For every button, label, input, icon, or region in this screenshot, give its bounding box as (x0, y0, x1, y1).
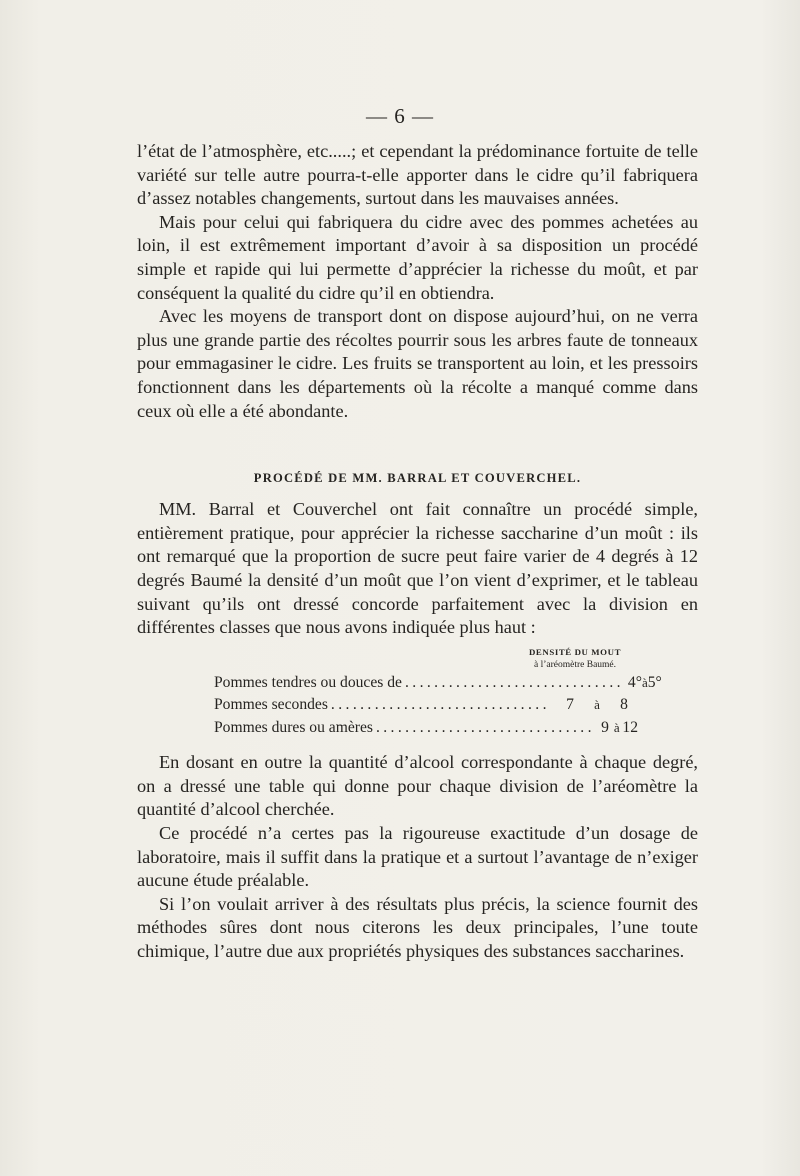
density-to: 12 (622, 718, 638, 736)
density-to: 8 (620, 696, 628, 714)
column-header-line-1: DENSITÉ DU MOUT (528, 646, 622, 657)
dot-leader: .............................. (375, 718, 595, 736)
density-from: 9 (601, 718, 609, 736)
paragraph-2: Mais pour celui qui fabriquera du cidre avec des pommes achetées au loin, il est extrêmement important d’avoir à sa disposition un procédé simple et rapide qui lui permette d’apprécier la richesse du moût, et par conséquent la qualité du cidre qu’il en obtiendra. (137, 211, 698, 303)
paragraph-7: Si l’on voulait arriver à des résultats plus précis, la science fournit des méthodes sûres dont nous citerons les deux principales, l’une toute chimique, l’autre due aux propriétés physiques des substances saccharines. (137, 893, 698, 961)
paragraph-1: l’état de l’atmosphère, etc.....; et cependant la prédominance fortuite de telle variété sur telle autre pourra-t-elle apporter dans le cidre qu’il fabriquera d’assez notables changements, surtout dans les mauvaises années. (137, 141, 698, 209)
column-header-line-2: à l’aréomètre Baumé. (533, 659, 617, 670)
table-row (214, 694, 638, 717)
paragraph-3: Avec les moyens de transport dont on dispose aujourd’hui, on ne verra plus une grande partie des récoltes pourrir sous les arbres faute de tonneaux pour emmagasiner le cidre. Les fruits se transportent au loin, et les pressoirs fonctionnent dans les départements où la récolte a manqué comme dans ceux où elle a été abondante. (137, 306, 698, 421)
range-separator: à (594, 697, 600, 713)
page-body (137, 140, 698, 964)
table-row (214, 717, 638, 740)
density-from: 4° (627, 673, 642, 691)
density-to: 5° (647, 673, 662, 691)
dot-leader: .............................. (330, 696, 550, 714)
row-label: Pommes secondes (214, 696, 328, 714)
paragraph-5: En dosant en outre la quantité d’alcool correspondante à chaque degré, on a dressé une table qui donne pour chaque division de l’aréomètre la quantité d’alcool cherchée. (137, 752, 698, 820)
row-label: Pommes dures ou amères (214, 718, 373, 736)
section-heading: PROCÉDÉ DE MM. BARRAL ET COUVERCHEL. (253, 471, 582, 486)
table-column-header (495, 646, 655, 672)
density-from: 7 (566, 696, 574, 714)
range-separator: à (641, 674, 648, 690)
table-row (214, 672, 662, 695)
range-separator: à (613, 719, 620, 735)
row-label: Pommes tendres ou douces de (214, 673, 402, 691)
dot-leader: .............................. (404, 673, 624, 691)
density-table (137, 646, 698, 740)
paragraph-6: Ce procédé n’a certes pas la rigoureuse exactitude d’un dosage de laboratoire, mais il suffit dans la pratique et a surtout l’avantage de n’exiger aucune étude préalable. (137, 822, 698, 891)
page-number: — 6 — (366, 104, 434, 128)
paragraph-4: MM. Barral et Couverchel ont fait connaître un procédé simple, entièrement pratique, pour apprécier la richesse saccharine d’un moût : ils ont remarqué que la proportion de sucre peut faire varier de 4 degrés à 12 degrés Baumé la densité d’un moût que l’on vient d’exprimer, et le tableau suivant qu’ils ont dressé concorde parfaitement avec la division en différentes classes que nous avons indiquée plus haut : (137, 499, 698, 638)
